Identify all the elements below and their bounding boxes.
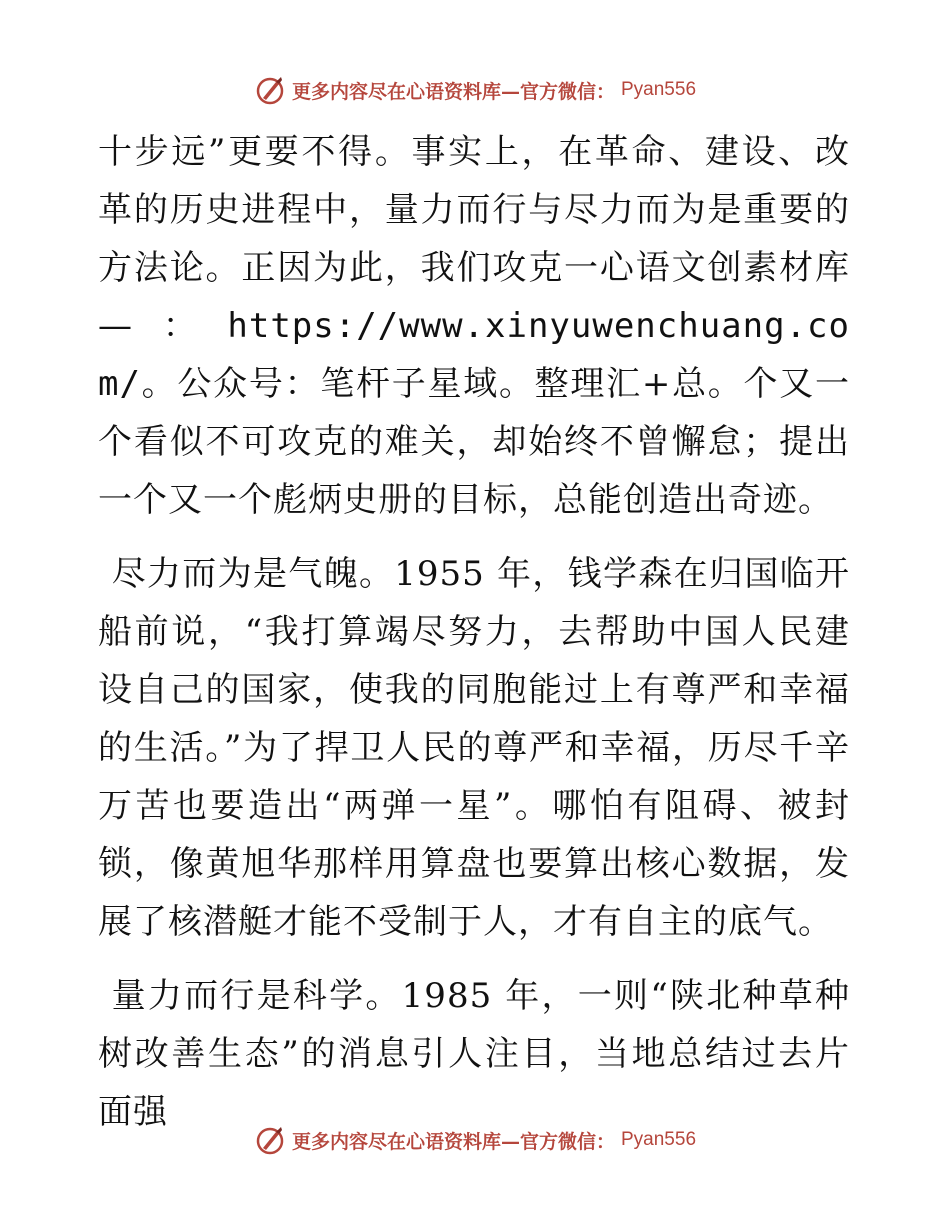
banner-content [254, 1124, 696, 1156]
document-body [98, 123, 850, 1141]
paragraph-1 [98, 123, 850, 529]
quill-logo-icon [254, 1124, 286, 1156]
paragraph-1-text-b: 。公众号：笔杆子星域。整理汇+总。个又一个看似不可攻克的难关，却始终不曾懈怠；提出一个又一个彪炳史册的目标，总能创造出奇迹。 [98, 364, 850, 520]
footer-banner [0, 1120, 950, 1160]
paragraph-1-text-a: 十步远”更要不得。事实上，在革命、建设、改革的历史进程中，量力而行与尽力而为是重要的方法论。正因为此，我们攻克一心语文创素材库—： [98, 132, 850, 346]
website-url: https://www.xinyuwenchuang.com/ [98, 306, 850, 404]
banner-wechat-id: Pyan556 [621, 1129, 697, 1150]
banner-wechat-id: Pyan556 [621, 79, 697, 100]
banner-slogan: 更多内容尽在心语资料库—官方微信： [291, 1130, 615, 1153]
banner-content [254, 74, 696, 106]
paragraph-3: 量力而行是科学。1985 年，一则“陕北种草种树改善生态”的消息引人注目，当地总结过去片面强 [98, 976, 850, 1132]
quill-logo-icon [254, 74, 286, 106]
paragraph-2: 尽力而为是气魄。1955 年，钱学森在归国临开船前说，“我打算竭尽努力，去帮助中国人民建设自己的国家，使我的同胞能过上有尊严和幸福的生活。”为了捍卫人民的尊严和幸福，历尽千辛万苦也要造出“两弹一星”。哪怕有阻碍、被封锁，像黄旭华那样用算盘也要算出核心数据，发展了核潜艇才能不受制于人，才有自主的底气。 [98, 554, 850, 942]
banner-slogan: 更多内容尽在心语资料库—官方微信： [291, 80, 615, 103]
header-banner [0, 70, 950, 110]
